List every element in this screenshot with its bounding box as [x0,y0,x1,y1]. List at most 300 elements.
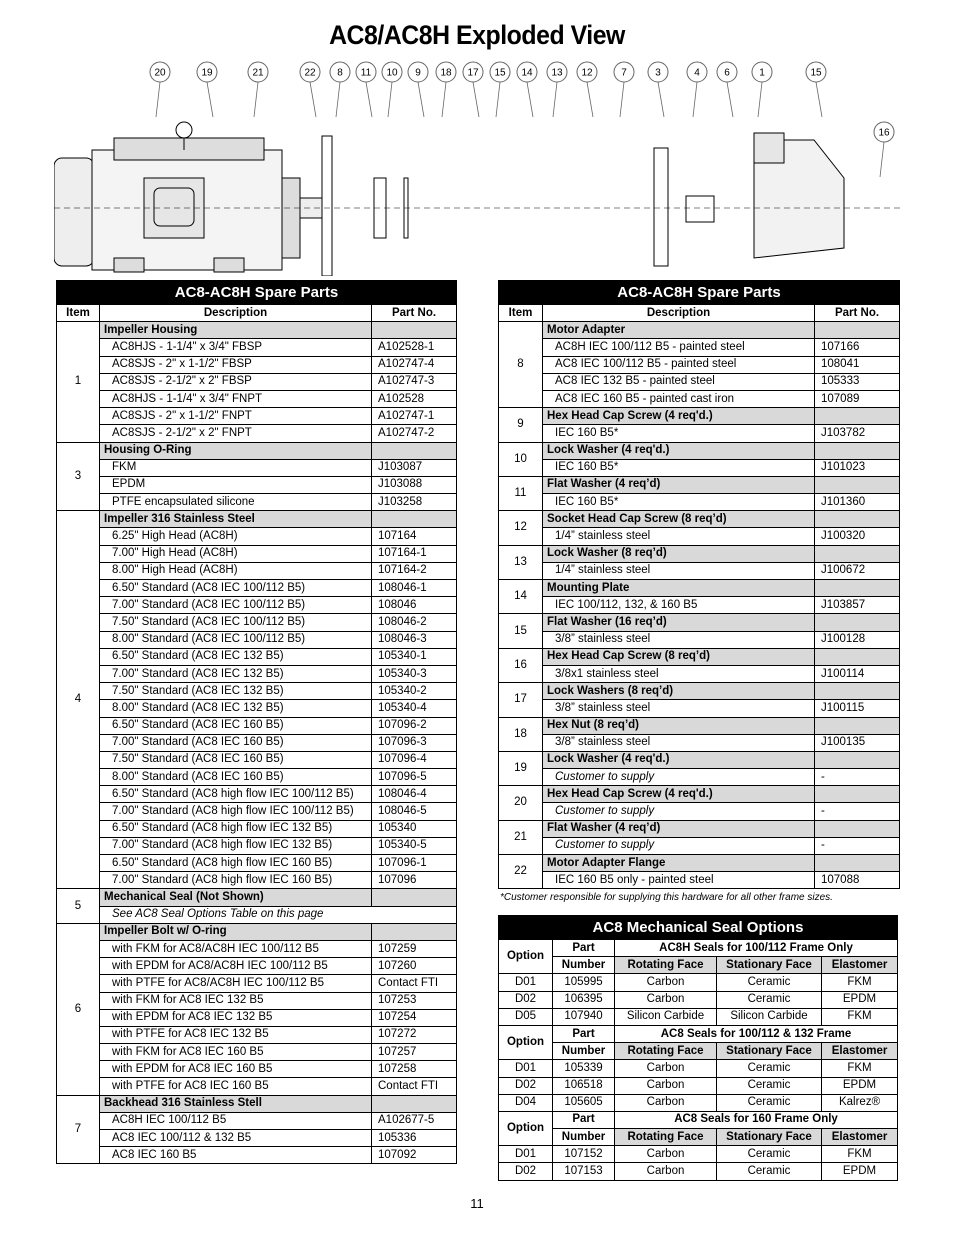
table-row [57,562,457,579]
group-part-blank [815,545,900,562]
group-part-blank [815,511,900,528]
description: 7.00" Standard (AC8 IEC 160 B5) [100,734,372,751]
callout-label: 21 [252,67,264,79]
description: with FKM for AC8 IEC 160 B5 [100,1044,372,1061]
description: with EPDM for AC8 IEC 160 B5 [100,1061,372,1078]
item-number: 18 [499,717,543,751]
group-header-row [499,717,900,734]
table-row [499,1146,898,1163]
item-number: 15 [499,614,543,648]
col-part: Part [553,940,615,957]
part-number: 107272 [372,1026,457,1043]
col-elastomer: Elastomer [822,1129,898,1146]
group-part-blank [815,476,900,493]
group-title: Lock Washer (4 req'd.) [543,751,815,768]
description: IEC 160 B5* [543,494,815,511]
description: AC8 IEC 132 B5 - painted steel [543,373,815,390]
description: 1/4” stainless steel [543,528,815,545]
table-row [57,855,457,872]
table-row [57,803,457,820]
part-number: J100672 [815,562,900,579]
description: AC8 IEC 100/112 & 132 B5 [100,1130,372,1147]
group-header-row [499,545,900,562]
description: Customer to supply [543,837,815,854]
table-row [57,373,457,390]
part-number: Contact FTI [372,1078,457,1095]
part-number: 105340-4 [372,700,457,717]
table-row [57,700,457,717]
group-header-row [499,511,900,528]
description: FKM [100,459,372,476]
item-number: 17 [499,683,543,717]
part-number: 108046-5 [372,803,457,820]
table-row [57,408,457,425]
group-title: Lock Washers (8 req’d) [543,683,815,700]
callout-9 [408,62,428,117]
table-row [57,1130,457,1147]
callout-label: 4 [694,67,700,79]
stationary-face: Ceramic [717,974,822,991]
elastomer: Kalrez® [822,1094,898,1111]
callout-6 [717,62,737,117]
col-rotating-face: Rotating Face [615,1129,717,1146]
group-title: Lock Washer (8 req’d) [543,545,815,562]
part-number: 108046-2 [372,614,457,631]
callout-12 [577,62,597,117]
table-row [57,476,457,493]
stationary-face: Ceramic [717,1060,822,1077]
group-title: Mechanical Seal (Not Shown) [100,889,372,906]
table-row [57,717,457,734]
callout-label: 15 [494,67,506,79]
table-row [499,528,900,545]
description: 6.25" High Head (AC8H) [100,528,372,545]
group-header-row [499,786,900,803]
motor-drawing [54,122,328,272]
col-rotating-face: Rotating Face [615,957,717,974]
callout-15 [806,62,826,117]
description: AC8SJS - 2" x 1-1/2" FBSP [100,356,372,373]
table-row [57,769,457,786]
part-number: - [815,837,900,854]
description: AC8SJS - 2" x 1-1/2" FNPT [100,408,372,425]
group-part-blank [372,322,457,339]
exploded-view-diagram [54,58,900,276]
col-option: Option [499,1111,553,1145]
callout-label: 1 [759,67,765,79]
callout-label: 12 [581,67,593,79]
description: 6.50" Standard (AC8 high flow IEC 100/112 B5) [100,786,372,803]
table-row [499,803,900,820]
seal-column-header [499,1043,898,1060]
description: 6.50" Standard (AC8 high flow IEC 160 B5) [100,855,372,872]
part-number: A102747-3 [372,373,457,390]
table-title: AC8-AC8H Spare Parts [499,281,900,305]
part-number: 107096-3 [372,734,457,751]
part-number: 107096-4 [372,751,457,768]
description: with PTFE for AC8 IEC 160 B5 [100,1078,372,1095]
group-title: Backhead 316 Stainless Stell [100,1095,372,1112]
table-row [57,459,457,476]
item-number: 1 [57,322,100,442]
table-row [499,1163,898,1180]
part-number: 107254 [372,1009,457,1026]
group-part-blank [815,786,900,803]
rotating-face: Carbon [615,1163,717,1180]
description: 6.50" Standard (AC8 IEC 132 B5) [100,648,372,665]
description: 1/4” stainless steel [543,562,815,579]
callout-21 [248,62,268,117]
group-part-blank [372,511,457,528]
group-header-row [499,580,900,597]
option: D05 [499,1008,553,1025]
table-title: AC8-AC8H Spare Parts [57,281,457,305]
callout-label: 8 [337,67,343,79]
description: Customer to supply [543,769,815,786]
part-number: Contact FTI [372,975,457,992]
group-header-row [57,923,457,940]
table-row [499,734,900,751]
item-number: 4 [57,511,100,889]
table-row [57,958,457,975]
callout-label: 16 [878,127,890,139]
description: 6.50" Standard (AC8 IEC 160 B5) [100,717,372,734]
group-title: Hex Head Cap Screw (4 req'd.) [543,408,815,425]
part-number: A102528-1 [372,339,457,356]
option: D01 [499,974,553,991]
table-row [499,494,900,511]
col-stationary-face: Stationary Face [717,957,822,974]
group-title: Motor Adapter [543,322,815,339]
group-header-row [499,683,900,700]
seal-section-title: AC8 Seals for 100/112 & 132 Frame [615,1025,898,1042]
part-number: 107096-5 [372,769,457,786]
table-row [499,769,900,786]
description: 6.50" Standard (AC8 IEC 100/112 B5) [100,580,372,597]
stationary-face: Ceramic [717,1077,822,1094]
group-title: Flat Washer (16 req’d) [543,614,815,631]
description: with EPDM for AC8 IEC 132 B5 [100,1009,372,1026]
part-number: 107258 [372,1061,457,1078]
table-row [57,425,457,442]
description: with FKM for AC8 IEC 132 B5 [100,992,372,1009]
part-number: A102747-4 [372,356,457,373]
callout-13 [547,62,567,117]
description: 7.50" Standard (AC8 IEC 160 B5) [100,751,372,768]
description: 6.50" Standard (AC8 high flow IEC 132 B5) [100,820,372,837]
item-number: 6 [57,923,100,1095]
col-stationary-face: Stationary Face [717,1043,822,1060]
part-number: 107257 [372,1044,457,1061]
description: AC8 IEC 100/112 B5 - painted steel [543,356,815,373]
elastomer: EPDM [822,991,898,1008]
description: 8.00" Standard (AC8 IEC 132 B5) [100,700,372,717]
part-number: 105340-1 [372,648,457,665]
col-item: Item [499,305,543,322]
group-title: Hex Nut (8 req’d) [543,717,815,734]
part-number: J100135 [815,734,900,751]
rotating-face: Carbon [615,1060,717,1077]
page-title: AC8/AC8H Exploded View [329,20,625,50]
option: D01 [499,1146,553,1163]
part-number: A102747-2 [372,425,457,442]
part-number: A102677-5 [372,1112,457,1129]
part-number: J101023 [815,459,900,476]
callout-19 [197,62,217,117]
col-description: Description [100,305,372,322]
description: 7.50" Standard (AC8 IEC 100/112 B5) [100,614,372,631]
callout-label: 13 [551,67,563,79]
part-number: 108041 [815,356,900,373]
table-row [57,872,457,889]
col-rotating-face: Rotating Face [615,1043,717,1060]
table-row [57,992,457,1009]
description: AC8H IEC 100/112 B5 - painted steel [543,339,815,356]
description: 8.00" High Head (AC8H) [100,562,372,579]
col-part: Part [553,1025,615,1042]
callout-10 [382,62,402,117]
callout-17 [463,62,483,117]
description: 7.00" Standard (AC8 IEC 132 B5) [100,665,372,682]
table-row [57,906,457,923]
part-number: J100114 [815,665,900,682]
group-part-blank [815,751,900,768]
table-row [499,631,900,648]
group-header-row [499,322,900,339]
group-title: Impeller 316 Stainless Steel [100,511,372,528]
part-number: J103087 [372,459,457,476]
table-row [57,1061,457,1078]
part-number: 107092 [372,1147,457,1164]
group-header-row [57,442,457,459]
callout-label: 10 [386,67,398,79]
part-number: 105340-2 [372,683,457,700]
col-stationary-face: Stationary Face [717,1129,822,1146]
part-number: 105995 [553,974,615,991]
seal-section-title: AC8 Seals for 160 Frame Only [615,1111,898,1128]
description: IEC 100/112, 132, & 160 B5 [543,597,815,614]
col-description: Description [543,305,815,322]
part-number: A102747-1 [372,408,457,425]
callout-label: 19 [201,67,213,79]
part-number: J100128 [815,631,900,648]
rotating-face: Carbon [615,974,717,991]
part-number: J103857 [815,597,900,614]
spare-parts-table-right [498,280,900,889]
description: AC8H IEC 100/112 B5 [100,1112,372,1129]
part-number: 106518 [553,1077,615,1094]
description: AC8HJS - 1-1/4" x 3/4" FNPT [100,390,372,407]
callout-1 [752,62,772,117]
part-number: J103088 [372,476,457,493]
parts-drawing [322,133,844,276]
group-header-row [499,442,900,459]
stationary-face: Ceramic [717,1146,822,1163]
callout-15 [490,62,510,117]
stationary-face: Silicon Carbide [717,1008,822,1025]
table-row [57,545,457,562]
table-row [57,339,457,356]
callout-22 [300,62,320,117]
part-number: 105333 [815,373,900,390]
callout-label: 3 [655,67,661,79]
group-title: Lock Washer (4 req'd.) [543,442,815,459]
col-number: Number [553,957,615,974]
callout-14 [517,62,537,117]
table-row [499,425,900,442]
item-number: 7 [57,1095,100,1164]
group-header-row [57,1095,457,1112]
group-title: Hex Head Cap Screw (8 req’d) [543,648,815,665]
group-header-row [499,476,900,493]
table-title: AC8 Mechanical Seal Options [499,916,898,940]
description: AC8SJS - 2-1/2" x 2" FNPT [100,425,372,442]
table-row [499,991,898,1008]
table-row [57,580,457,597]
footnote: *Customer responsible for supplying this hardware for all other frame sizes. [500,892,833,903]
item-number: 3 [57,442,100,511]
part-number: 108046 [372,597,457,614]
description: IEC 160 B5 only - painted steel [543,872,815,889]
elastomer: EPDM [822,1163,898,1180]
group-title: Mounting Plate [543,580,815,597]
col-part-no: Part No. [372,305,457,322]
part-number: J103258 [372,494,457,511]
table-row [499,1060,898,1077]
description: 7.00" Standard (AC8 high flow IEC 160 B5) [100,872,372,889]
seal-section-header [499,940,898,957]
callout-20 [150,62,170,117]
callout-4 [687,62,707,117]
part-number: 107164-2 [372,562,457,579]
option: D02 [499,991,553,1008]
description: 7.00" Standard (AC8 high flow IEC 100/112 B5) [100,803,372,820]
part-number: J100320 [815,528,900,545]
item-number: 10 [499,442,543,476]
elastomer: FKM [822,1008,898,1025]
group-title: Impeller Bolt w/ O-ring [100,923,372,940]
description: Customer to supply [543,803,815,820]
item-number: 14 [499,580,543,614]
col-elastomer: Elastomer [822,957,898,974]
group-header-row [499,751,900,768]
part-number: 108046-3 [372,631,457,648]
table-row [57,528,457,545]
table-row [57,614,457,631]
description: 3/8” stainless steel [543,700,815,717]
seal-section-header [499,1025,898,1042]
group-part-blank [815,855,900,872]
item-number: 20 [499,786,543,820]
group-part-blank [815,820,900,837]
col-number: Number [553,1043,615,1060]
description: AC8HJS - 1-1/4" x 3/4" FBSP [100,339,372,356]
part-number: 107153 [553,1163,615,1180]
table-row [57,597,457,614]
description: IEC 160 B5* [543,425,815,442]
callout-label: 18 [440,67,452,79]
group-header-row [499,855,900,872]
group-header-row [57,511,457,528]
spare-parts-table-left [56,280,457,1164]
group-title: Motor Adapter Flange [543,855,815,872]
table-row [499,356,900,373]
description: 3/8x1 stainless steel [543,665,815,682]
callout-label: 6 [724,67,730,79]
group-part-blank [372,442,457,459]
callout-label: 15 [810,67,822,79]
callout-label: 14 [521,67,533,79]
table-row [57,390,457,407]
group-title: Socket Head Cap Screw (8 req’d) [543,511,815,528]
group-header-row [499,408,900,425]
elastomer: FKM [822,974,898,991]
item-number: 9 [499,408,543,442]
callout-label: 9 [415,67,421,79]
description: with PTFE for AC8/AC8H IEC 100/112 B5 [100,975,372,992]
table-row [499,459,900,476]
item-number: 11 [499,476,543,510]
part-number: 105605 [553,1094,615,1111]
description: IEC 160 B5* [543,459,815,476]
page-number: 11 [470,1196,484,1211]
table-row [499,1077,898,1094]
group-part-blank [815,717,900,734]
rotating-face: Carbon [615,1077,717,1094]
description: 7.50" Standard (AC8 IEC 132 B5) [100,683,372,700]
item-number: 16 [499,648,543,682]
description: with FKM for AC8/AC8H IEC 100/112 B5 [100,940,372,957]
option: D04 [499,1094,553,1111]
group-title: Impeller Housing [100,322,372,339]
table-row [57,975,457,992]
description: 7.00" Standard (AC8 high flow IEC 132 B5) [100,837,372,854]
group-title: Flat Washer (4 req’d) [543,476,815,493]
col-number: Number [553,1129,615,1146]
description: 7.00" Standard (AC8 IEC 100/112 B5) [100,597,372,614]
part-number: 105339 [553,1060,615,1077]
part-number: - [815,803,900,820]
item-number: 22 [499,855,543,889]
table-row [499,665,900,682]
callout-16 [874,122,894,177]
description: with PTFE for AC8 IEC 132 B5 [100,1026,372,1043]
callout-3 [648,62,668,117]
description: 3/8” stainless steel [543,631,815,648]
col-item: Item [57,305,100,322]
item-number: 8 [499,322,543,408]
part-number: 107253 [372,992,457,1009]
group-header-row [499,648,900,665]
table-row [57,648,457,665]
table-row [57,631,457,648]
callout-label: 17 [467,67,479,79]
table-row [57,1026,457,1043]
col-elastomer: Elastomer [822,1043,898,1060]
table-row [57,665,457,682]
table-row [57,494,457,511]
group-part-blank [372,923,457,940]
callout-label: 11 [360,67,372,79]
part-number: 107089 [815,390,900,407]
part-number: J100115 [815,700,900,717]
table-row [499,339,900,356]
group-part-blank [372,889,457,906]
table-row [57,1112,457,1129]
callout-7 [614,62,634,117]
table-row [499,872,900,889]
part-number: 107259 [372,940,457,957]
